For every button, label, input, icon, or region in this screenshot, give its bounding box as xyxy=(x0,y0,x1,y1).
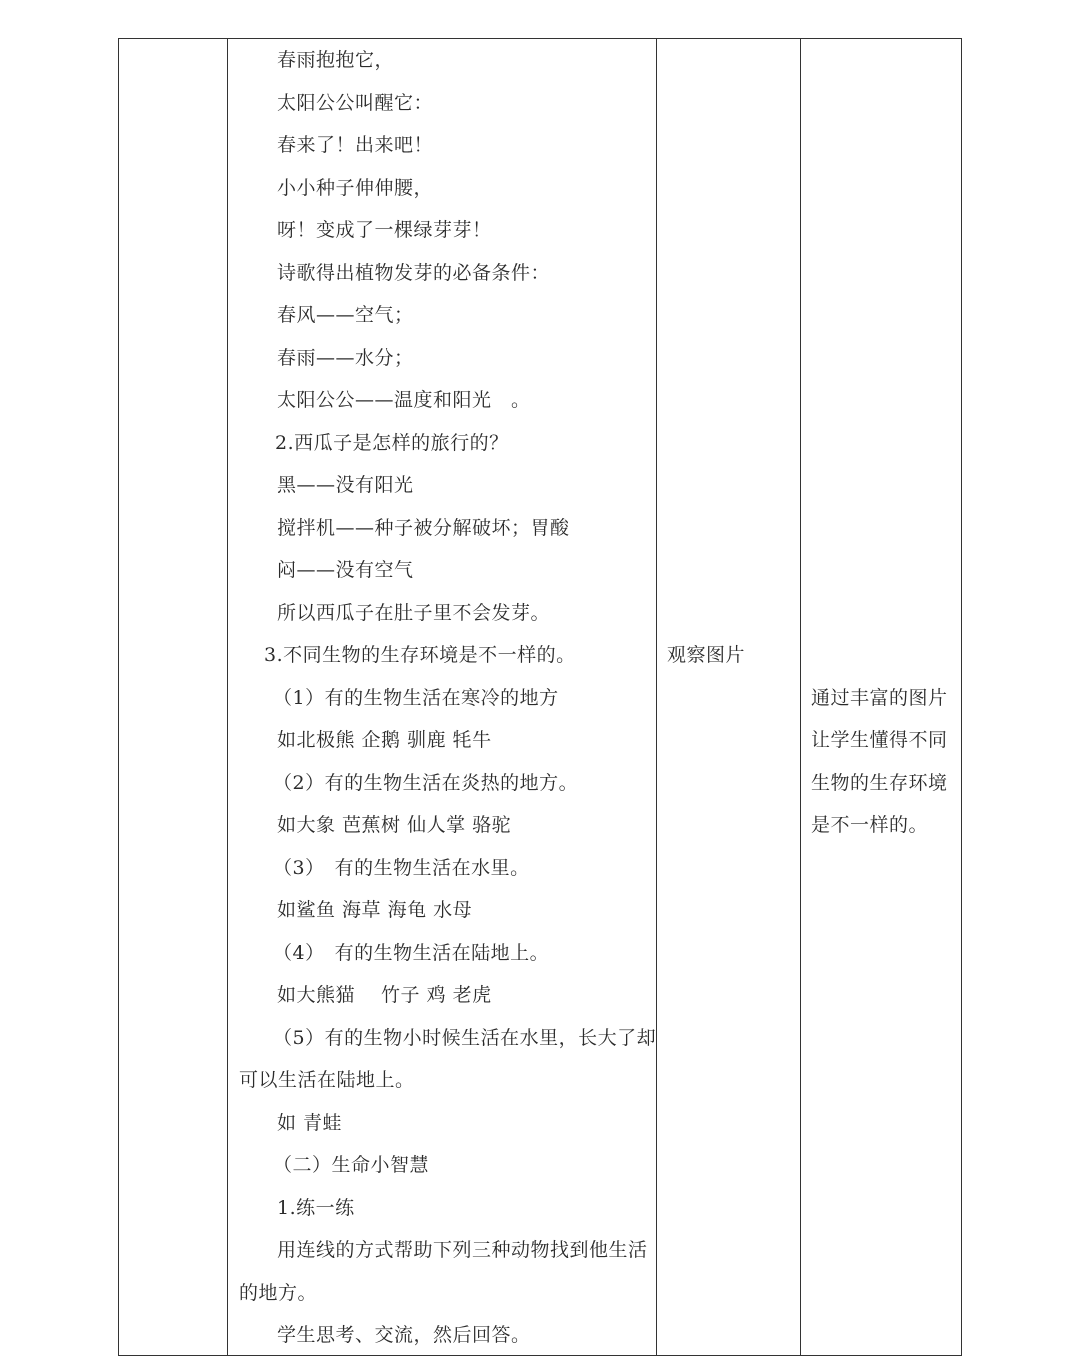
lesson-line: 如北极熊 企鹅 驯鹿 牦牛 xyxy=(277,729,492,751)
lesson-line: （5）有的生物小时候生活在水里，长大了却 xyxy=(273,1027,657,1049)
lesson-line: 如大熊猫 竹子 鸡 老虎 xyxy=(277,984,492,1006)
lesson-line: 诗歌得出植物发芽的必备条件： xyxy=(277,262,551,284)
lesson-line: 搅拌机——种子被分解破坏；胃酸 xyxy=(277,517,570,539)
lesson-line: （二）生命小智慧 xyxy=(273,1154,430,1176)
table-right-border xyxy=(961,38,962,1356)
design-intent-line: 让学生懂得不同 xyxy=(811,729,948,751)
column-divider-3 xyxy=(800,38,801,1356)
student-activity-text: 观察图片 xyxy=(667,644,746,666)
design-intent-line: 通过丰富的图片 xyxy=(811,687,948,709)
lesson-line: 黑——没有阳光 xyxy=(277,474,414,496)
table-left-border xyxy=(118,38,119,1356)
lesson-line: 用连线的方式帮助下列三种动物找到他生活 xyxy=(277,1239,648,1261)
table-top-border xyxy=(118,38,962,39)
lesson-line: （4） 有的生物生活在陆地上。 xyxy=(273,942,550,964)
table-bottom-border xyxy=(118,1355,962,1356)
lesson-line: 3.不同生物的生存环境是不一样的。 xyxy=(264,644,576,666)
lesson-line: 如鲨鱼 海草 海龟 水母 xyxy=(277,899,473,921)
lesson-line: 春雨抱抱它， xyxy=(277,49,395,71)
lesson-line: 小小种子伸伸腰， xyxy=(277,177,434,199)
design-intent-line: 是不一样的。 xyxy=(811,814,929,836)
column-divider-2 xyxy=(656,38,657,1356)
lesson-line: 可以生活在陆地上。 xyxy=(239,1069,415,1091)
lesson-line: 闷——没有空气 xyxy=(277,559,414,581)
lesson-line: 学生思考、交流，然后回答。 xyxy=(277,1324,531,1346)
lesson-line: （3） 有的生物生活在水里。 xyxy=(273,857,530,879)
lesson-line: 呀！变成了一棵绿芽芽！ xyxy=(277,219,492,241)
lesson-line: 1.练一练 xyxy=(277,1197,355,1219)
lesson-line: 太阳公公——温度和阳光 。 xyxy=(277,389,531,411)
lesson-line: 的地方。 xyxy=(239,1282,318,1304)
lesson-line: 春雨——水分； xyxy=(277,347,414,369)
lesson-line: 所以西瓜子在肚子里不会发芽。 xyxy=(277,602,551,624)
column-divider-1 xyxy=(227,38,228,1356)
design-intent-line: 生物的生存环境 xyxy=(811,772,948,794)
lesson-line: 春风——空气； xyxy=(277,304,414,326)
lesson-line: （2）有的生物生活在炎热的地方。 xyxy=(273,772,579,794)
lesson-line: 春来了！出来吧！ xyxy=(277,134,434,156)
lesson-line: 如大象 芭蕉树 仙人掌 骆驼 xyxy=(277,814,512,836)
lesson-line: 2.西瓜子是怎样的旅行的？ xyxy=(275,432,509,454)
lesson-line: 如 青蛙 xyxy=(277,1112,343,1134)
lesson-line: 太阳公公叫醒它： xyxy=(277,92,434,114)
lesson-line: （1）有的生物生活在寒冷的地方 xyxy=(273,687,559,709)
